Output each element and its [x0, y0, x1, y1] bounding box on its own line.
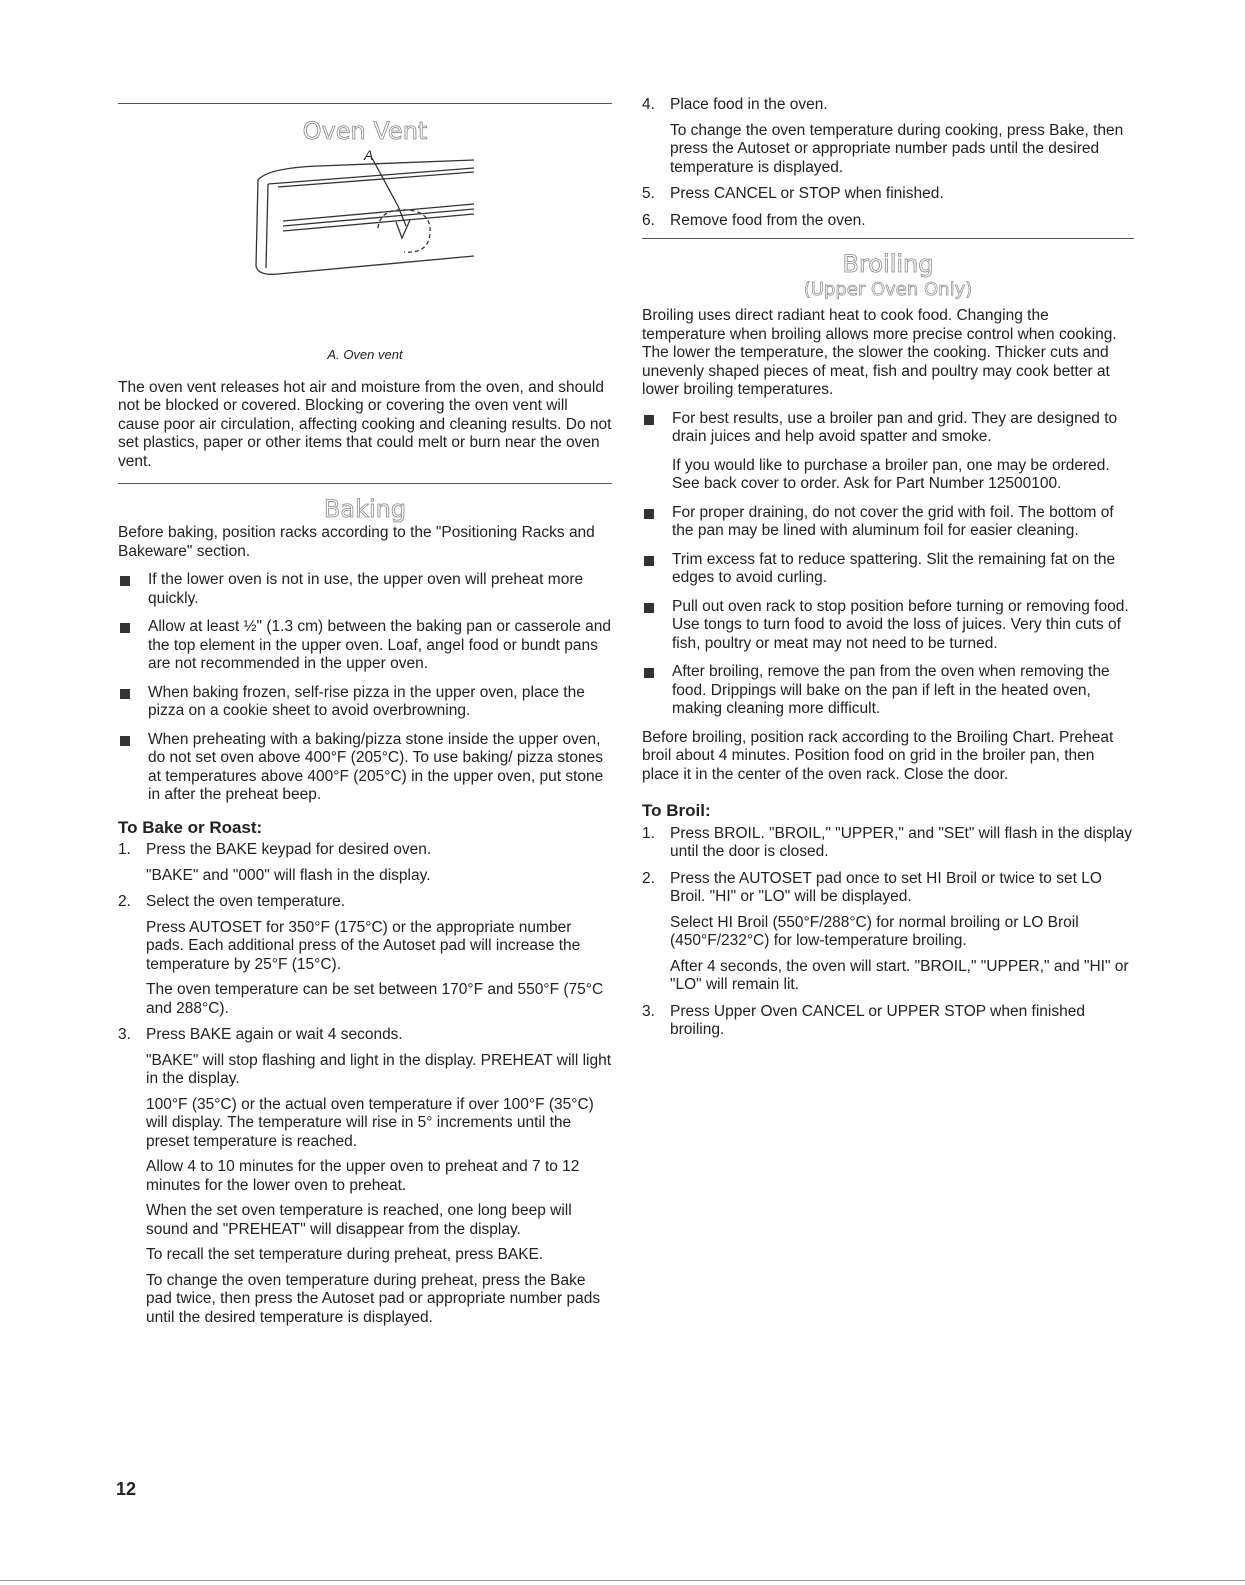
- list-item: Pull out oven rack to stop position before turning or removing food. Use tongs to turn food to avoid the loss of juices. Very thin cuts of fish, poultry or meat may not need to be turned.: [642, 598, 1134, 654]
- bullet-square-icon: [120, 623, 130, 633]
- bullet-square-icon: [120, 736, 130, 746]
- broil-steps: [642, 825, 1134, 1040]
- broiling-bullets: [642, 410, 1134, 719]
- list-item: 3. Press BAKE again or wait 4 seconds. "BAKE" will stop flashing and light in the display. PREHEAT will light in the display. 100°F (35°C) or the actual oven temperature if over 100°F (35°C) will display. The temperature will rise in 5° increments until the preset temperature is reached. Allow 4 to 10 minutes for the upper oven to preheat and 7 to 12 minutes for the lower oven to preheat. When the set oven temperature is reached, one long beep will sound and "PREHEAT" will disappear from the display. To recall the set temperature during preheat, press BAKE. To change the oven temperature during preheat, press the Bake pad twice, then press the Autoset pad or appropriate number pads until the desired temperature is displayed.: [118, 1026, 612, 1326]
- figure-caption: A. Oven vent: [327, 347, 403, 362]
- broil-heading: To Broil:: [642, 801, 711, 820]
- bake-steps: [118, 841, 612, 1327]
- list-item: 5. Press CANCEL or STOP when finished.: [642, 185, 944, 202]
- bullet-square-icon: [644, 603, 654, 613]
- section-rule: [118, 483, 612, 484]
- broiling-intro: Broiling uses direct radiant heat to cook food. Changing the temperature when broiling allows more precise control when cooking. The lower the temperature, the slower the cooking. Thicker cuts and unevenly shaped pieces of meat, fish and poultry may cook better at lower broiling temperatures.: [642, 307, 1117, 398]
- bullet-square-icon: [644, 668, 654, 678]
- oven-vent-figure: [118, 146, 612, 346]
- list-item: 2. Press the AUTOSET pad once to set HI Broil or twice to set LO Broil. "HI" or "LO" will be displayed. Select HI Broil (550°F/288°C) for normal broiling or LO Broil (450°F/232°C) for low-temperature broiling. After 4 seconds, the oven will start. "BROIL," "UPPER," and "HI" or "LO" will remain lit.: [642, 869, 1129, 993]
- list-item: When baking frozen, self-rise pizza in the upper oven, place the pizza on a cookie sheet to avoid overbrowning.: [118, 684, 612, 721]
- list-item: 4. Place food in the oven. To change the oven temperature during cooking, press Bake, then press the Autoset or appropriate number pads until the desired temperature is displayed.: [642, 96, 1124, 176]
- left-column: [118, 96, 612, 1335]
- baking-bullets: [118, 571, 612, 805]
- bullet-square-icon: [644, 415, 654, 425]
- list-item: 3. Press Upper Oven CANCEL or UPPER STOP when finished broiling.: [642, 1002, 1085, 1038]
- section-rule: [118, 103, 612, 104]
- right-column: [642, 96, 1134, 1048]
- broiling-before: Before broiling, position rack according to the Broiling Chart. Preheat broil about 4 minutes. Position food on grid in the broiler pan, then place it in the center of the oven rack. Close the door.: [642, 728, 1114, 783]
- list-item: 1. Press BROIL. "BROIL," "UPPER," and "SEt" will flash in the display until the door is closed.: [642, 824, 1133, 860]
- list-item: After broiling, remove the pan from the oven when removing the food. Drippings will bake on the pan if left in the heated oven, making cleaning more difficult.: [642, 663, 1134, 719]
- bake-roast-heading: To Bake or Roast:: [118, 817, 263, 837]
- baking-intro: Before baking, position racks according to the "Positioning Racks and Bakeware" section.: [118, 524, 595, 560]
- broiling-title: Broiling: [842, 250, 934, 278]
- oven-vent-illustration: [118, 146, 612, 346]
- bullet-square-icon: [644, 556, 654, 566]
- list-item: When preheating with a baking/pizza stone inside the upper oven, do not set oven above 400°F (205°C). To use baking/ pizza stones at temperatures above 400°F (205°C) in the upper oven, put stone in after the preheat beep.: [118, 731, 612, 805]
- list-item: Allow at least ½" (1.3 cm) between the baking pan or casserole and the top element in the upper oven. Loaf, angel food or bundt pans are not recommended in the upper oven.: [118, 618, 612, 674]
- list-item: For best results, use a broiler pan and grid. They are designed to drain juices and help avoid spatter and smoke. If you would like to purchase a broiler pan, one may be ordered. See back cover to order. Ask for Part Number 12500100.: [642, 410, 1134, 494]
- list-item: Trim excess fat to reduce spattering. Slit the remaining fat on the edges to avoid curling.: [642, 551, 1134, 588]
- baking-title: Baking: [323, 495, 407, 523]
- bullet-square-icon: [644, 509, 654, 519]
- list-item: 2. Select the oven temperature. Press AUTOSET for 350°F (175°C) or the appropriate number pads. Each additional press of the Autoset pad will increase the temperature by 25°F (15°C). The oven temperature can be set between 170°F and 550°F (75°C and 288°C).: [118, 893, 604, 1017]
- section-rule: [642, 238, 1134, 239]
- list-item: 6. Remove food from the oven.: [642, 211, 866, 229]
- list-item: For proper draining, do not cover the grid with foil. The bottom of the pan may be lined with aluminum foil for easier cleaning.: [642, 504, 1134, 541]
- oven-vent-title: Oven Vent: [302, 117, 428, 145]
- bake-steps-continued: [642, 96, 1134, 230]
- page-number: 12: [116, 1479, 137, 1499]
- page-edge-line: [0, 1580, 1245, 1581]
- figure-label-a: A: [364, 147, 374, 163]
- bullet-square-icon: [120, 576, 130, 586]
- list-item: 1. Press the BAKE keypad for desired oven. "BAKE" and "000" will flash in the display.: [118, 841, 432, 884]
- broiling-subtitle: (Upper Oven Only): [803, 279, 973, 300]
- oven-vent-body: The oven vent releases hot air and moisture from the oven, and should not be blocked or covered. Blocking or covering the oven vent will cause poor air circulation, affecting cooking and cleaning results. Do not set plastics, paper or other items that could melt or burn near the oven vent.: [118, 378, 612, 470]
- list-item: If the lower oven is not in use, the upper oven will preheat more quickly.: [118, 571, 612, 608]
- bullet-square-icon: [120, 689, 130, 699]
